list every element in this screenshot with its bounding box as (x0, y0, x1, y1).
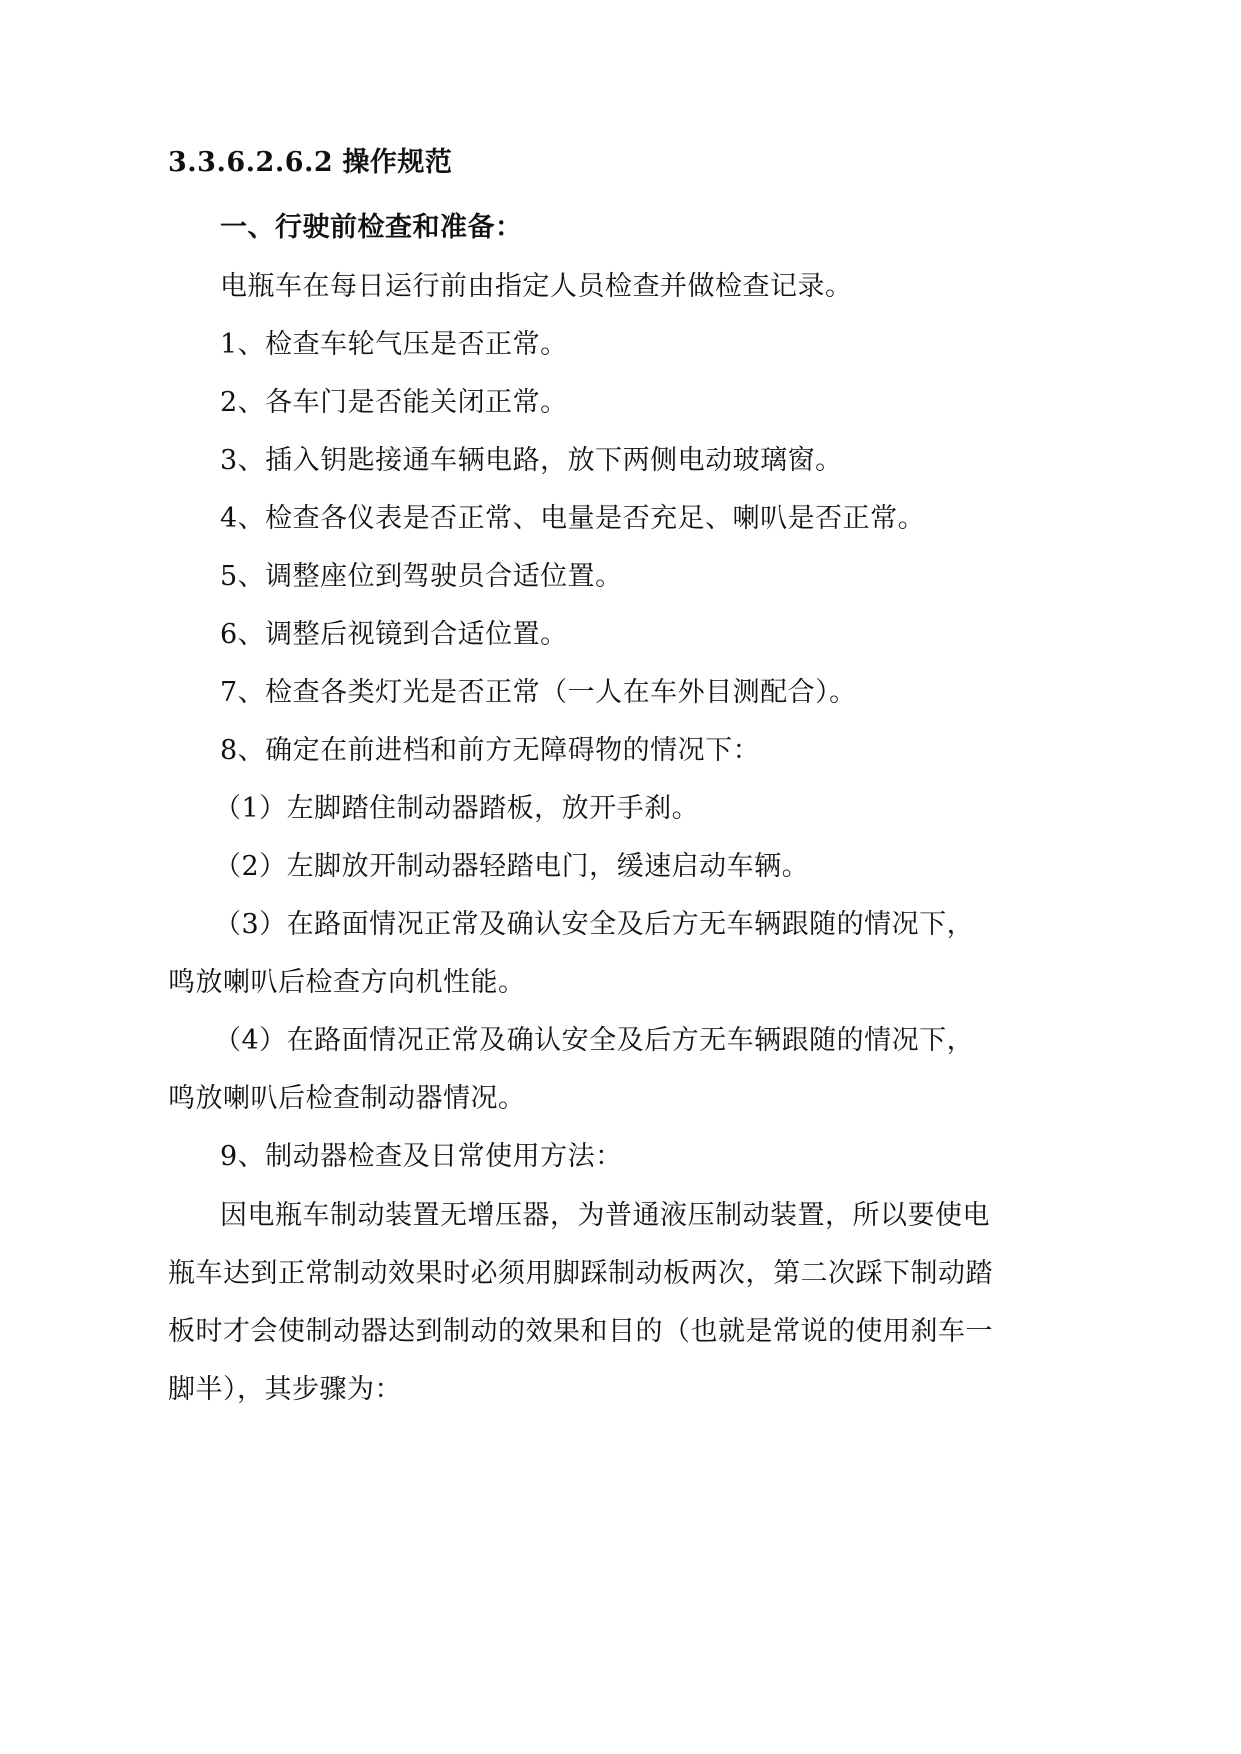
list-item: 8、确定在前进档和前方无障碍物的情况下： (220, 735, 761, 766)
paragraph-line: 脚半），其步骤为： (168, 1374, 402, 1405)
sub-list-item: （1）左脚踏住制动器踏板，放开手刹。 (214, 793, 700, 824)
section-heading (168, 146, 452, 180)
subheading: 一、行驶前检查和准备： (220, 212, 523, 243)
list-item: 9、制动器检查及日常使用方法： (220, 1141, 623, 1172)
list-item: 6、调整后视镜到合适位置。 (220, 619, 568, 650)
sub-list-item-continuation: 鸣放喇叭后检查方向机性能。 (168, 967, 526, 998)
list-item: 5、调整座位到驾驶员合适位置。 (220, 561, 623, 592)
list-item: 4、检查各仪表是否正常、电量是否充足、喇叭是否正常。 (220, 503, 926, 534)
paragraph-line: 板时才会使制动器达到制动的效果和目的（也就是常说的使用刹车一 (168, 1316, 993, 1347)
list-item: 1、检查车轮气压是否正常。 (220, 329, 568, 360)
intro-paragraph: 电瓶车在每日运行前由指定人员检查并做检查记录。 (220, 271, 853, 302)
paragraph-line: 瓶车达到正常制动效果时必须用脚踩制动板两次，第二次踩下制动踏 (168, 1258, 993, 1289)
section-title: 操作规范 (342, 147, 453, 178)
list-item: 2、各车门是否能关闭正常。 (220, 387, 568, 418)
paragraph-line: 因电瓶车制动装置无增压器，为普通液压制动装置，所以要使电 (220, 1200, 990, 1231)
sub-list-item-continuation: 鸣放喇叭后检查制动器情况。 (168, 1083, 526, 1114)
sub-list-item: （2）左脚放开制动器轻踏电门，缓速启动车辆。 (214, 851, 810, 882)
section-number: 3.3.6.2.6.2 (168, 147, 334, 178)
sub-list-item: （4）在路面情况正常及确认安全及后方无车辆跟随的情况下， (214, 1025, 975, 1056)
list-item: 3、插入钥匙接通车辆电路，放下两侧电动玻璃窗。 (220, 445, 843, 476)
sub-list-item: （3）在路面情况正常及确认安全及后方无车辆跟随的情况下， (214, 909, 975, 940)
list-item: 7、检查各类灯光是否正常（一人在车外目测配合）。 (220, 677, 857, 708)
